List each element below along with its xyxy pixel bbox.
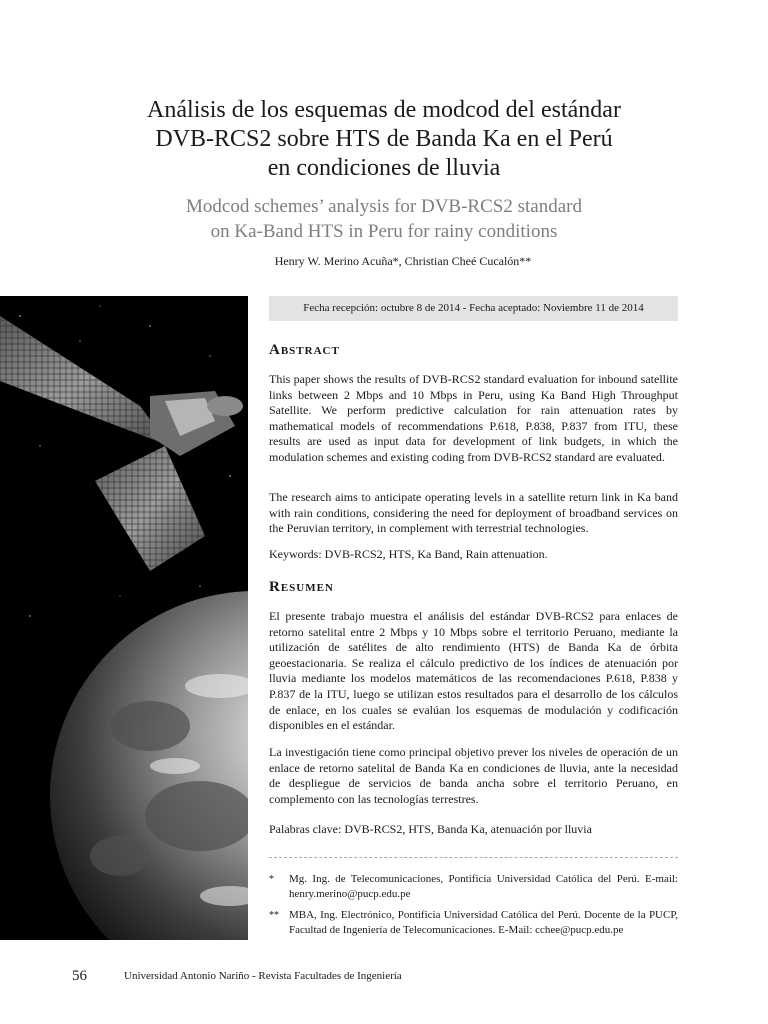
- footnote-text: MBA, Ing. Electrónico, Pontificia Universidad Católica del Perú. Docente de la PUCP, Facultad de Ingeniería de Telecomunicaciones. E-Mail: cchee@pucp.edu.pe: [289, 909, 678, 936]
- resumen-heading: Resumen: [269, 579, 334, 595]
- abstract-heading: Abstract: [269, 342, 340, 358]
- title-line: en condiciones de lluvia: [267, 155, 501, 181]
- footnote-divider: [269, 857, 678, 858]
- resumen-keywords: [269, 822, 678, 838]
- paper-title: [0, 96, 768, 183]
- abstract-keywords: [269, 547, 678, 563]
- title-line: DVB-RCS2 sobre HTS de Banda Ka en el Perú: [155, 126, 613, 152]
- dates-bar: Fecha recepción: octubre 8 de 2014 - Fecha aceptado: Noviembre 11 de 2014: [269, 296, 678, 321]
- keywords-value: DVB-RCS2, HTS, Ka Band, Rain attenuation.: [321, 547, 548, 561]
- footnote-2: [269, 908, 678, 938]
- abstract-paragraph-1: This paper shows the results of DVB-RCS2 standard evaluation for inbound satellite links between 2 Mbps and 10 Mbps in Peru, using Ka Band High Throughput Satellite. We perform predictive calculation for rain attenuation rates by mathematical models of recommendations P.618, P.838, P.837 from ITU, these results are used as input data for development of link budgets, in which the modulation schemes and existing coding from DVB-RCS2 standard are evaluated.: [269, 372, 678, 464]
- palabras-clave-label: Palabras clave:: [269, 822, 342, 836]
- author-list: Henry W. Merino Acuña*, Christian Cheé Cucalón**: [274, 254, 532, 268]
- subtitle-line: Modcod schemes’ analysis for DVB-RCS2 standard: [186, 196, 582, 217]
- abstract-paragraph-2: The research aims to anticipate operating levels in a satellite return link in Ka band with rain conditions, considering the need for deployment of broadband services on the Peruvian territory, in complement with terrestrial technologies.: [269, 490, 678, 536]
- satellite-illustration: [0, 296, 248, 940]
- footnote-mark: *: [269, 874, 274, 885]
- subtitle-line: on Ka-Band HTS in Peru for rainy conditions: [210, 221, 558, 242]
- footnote-1: [269, 872, 678, 902]
- paper-subtitle: [0, 194, 768, 244]
- footnote-mark: **: [269, 910, 279, 921]
- keywords-label: Keywords:: [269, 547, 322, 561]
- palabras-clave-value: DVB-RCS2, HTS, Banda Ka, atenuación por lluvia: [341, 822, 592, 836]
- footnote-text: Mg. Ing. de Telecomunicaciones, Pontificia Universidad Católica del Perú. E-mail: henry.merino@pucp.edu.pe: [289, 873, 678, 900]
- journal-name: Universidad Antonio Nariño - Revista Facultades de Ingeniería: [124, 970, 402, 982]
- resumen-paragraph-1: El presente trabajo muestra el análisis del estándar DVB-RCS2 para enlaces de retorno satelital entre 2 Mbps y 10 Mbps sobre el territorio Peruano, mediante la utilización de satélites de alto rendimiento (HTS) de Banda Ka de órbita geoestacionaria. Se realiza el cálculo predictivo de los índices de atenuación por lluvia mediante los modelos matemáticos de las recomendaciones P.618, P.838 y P.837 de la ITU, luego se utilizan estos resultados para el desarrollo de los cálculos de enlace, en los cuales se evalúan los esquemas de modulación y codificación disponibles en el estándar.: [269, 609, 678, 733]
- page-number: 56: [72, 968, 87, 984]
- resumen-paragraph-2: La investigación tiene como principal objetivo prever los niveles de operación de un enlace de retorno satelital de Banda Ka en condiciones de lluvia, ante la necesidad de despliegue de servicios de banda ancha sobre el territorio Peruano, en complemento con las tecnologías terrestres.: [269, 745, 678, 806]
- satellite-earth-image: [0, 296, 248, 940]
- title-line: Análisis de los esquemas de modcod del estándar: [147, 97, 621, 123]
